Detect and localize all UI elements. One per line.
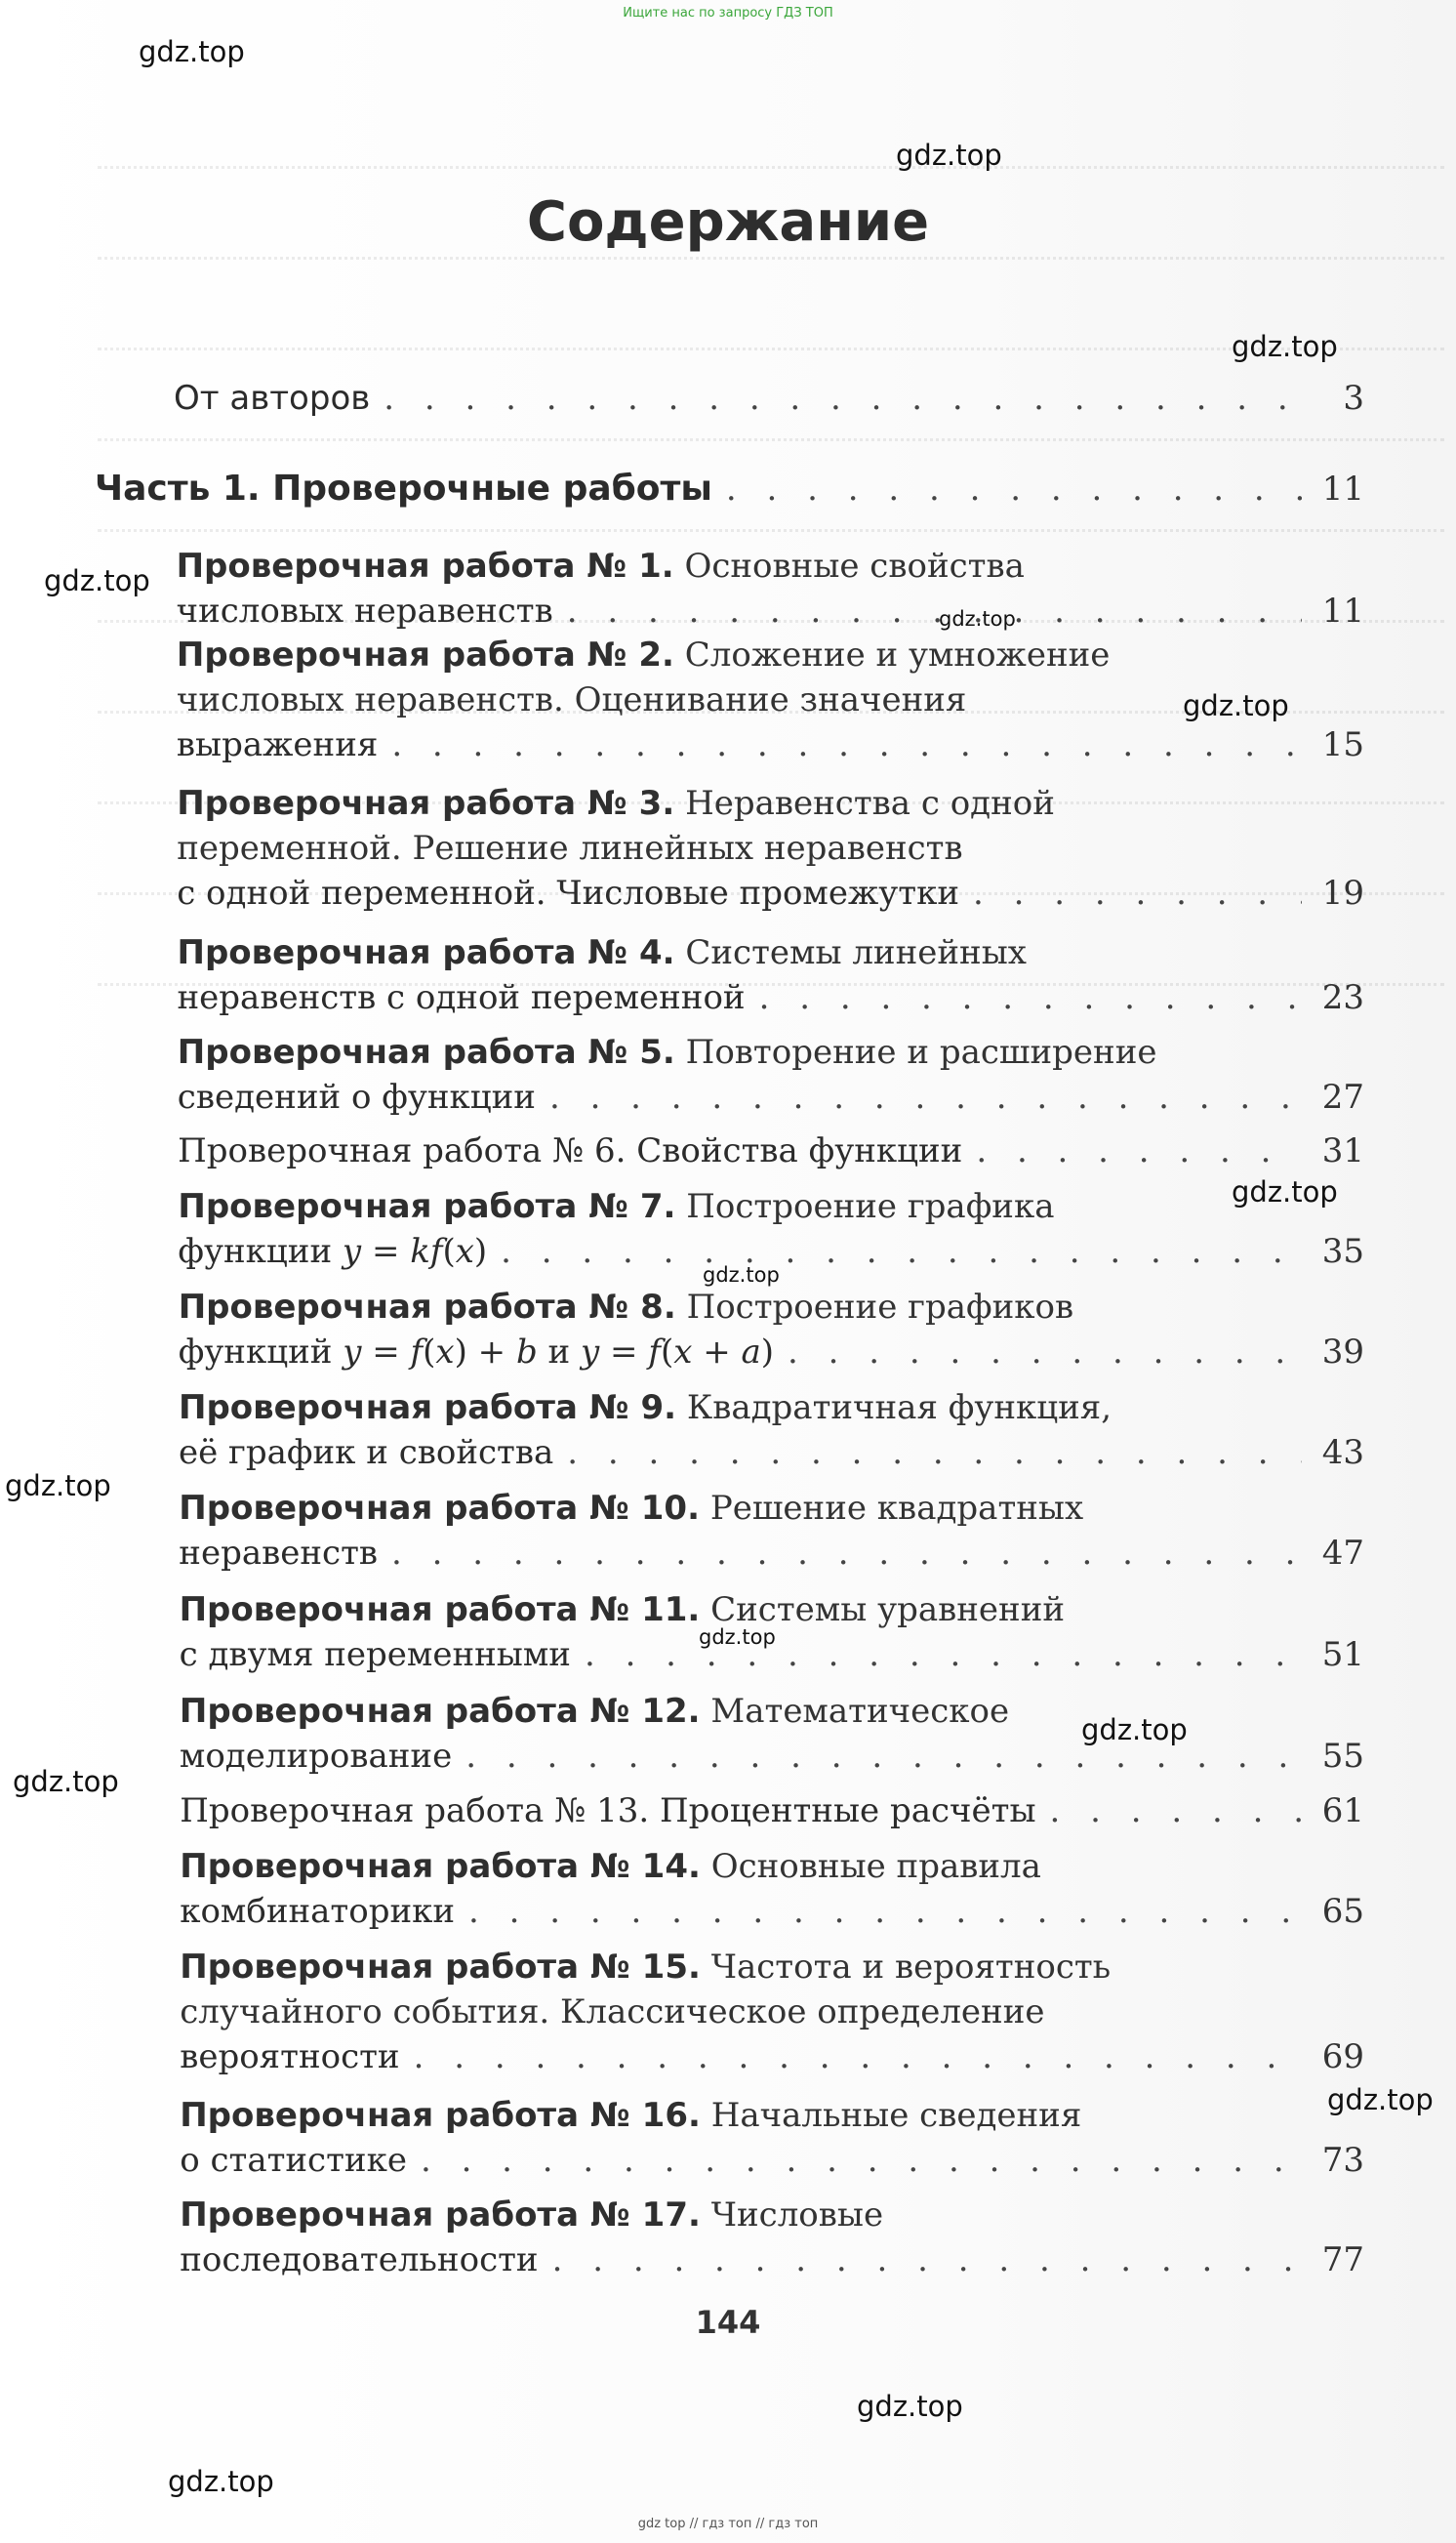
- watermark: gdz.top: [13, 1765, 119, 1798]
- toc-entry-label: Проверочная работа № 8.: [178, 1288, 676, 1327]
- toc-page-number: 73: [1321, 2141, 1364, 2180]
- watermark: gdz.top: [139, 35, 245, 68]
- toc-entry-text: неравенств: [179, 1534, 379, 1573]
- toc-page-number: 65: [1321, 1892, 1364, 1931]
- toc-entry-label: Проверочная работа № 17.: [180, 2195, 701, 2235]
- toc-page-number: 3: [1343, 379, 1364, 418]
- watermark: gdz.top: [939, 607, 1016, 631]
- toc-entry-text: функции y = kf(x): [178, 1232, 488, 1271]
- toc-entry-text: сведений о функции: [177, 1078, 536, 1117]
- toc-entry-label: Проверочная работа № 13.: [180, 1791, 650, 1830]
- toc-entry-text: Сложение и умножение: [684, 636, 1111, 675]
- dot-leader: [391, 1531, 1302, 1576]
- toc-entry-text: Системы линейных: [685, 933, 1027, 972]
- toc-entry-text: Построение графиков: [686, 1288, 1074, 1327]
- dot-leader: [567, 589, 1302, 634]
- toc-entry-text: её график и свойства: [179, 1433, 554, 1472]
- toc-page-number: 55: [1321, 1737, 1364, 1776]
- toc-entry-text: Решение квадратных: [709, 1489, 1084, 1528]
- dot-leader: [726, 467, 1302, 512]
- toc-entry-text: числовых неравенств: [176, 592, 553, 631]
- toc-entry-label: Проверочная работа № 10.: [179, 1489, 701, 1528]
- toc-entry-text: моделирование: [179, 1737, 453, 1776]
- dot-leader: [549, 1075, 1302, 1120]
- dot-leader: [552, 2237, 1302, 2282]
- toc-entry-label: Проверочная работа № 12.: [179, 1692, 701, 1731]
- dot-leader: [414, 2034, 1302, 2079]
- toc-entry-label: Часть 1. Проверочные работы: [95, 469, 712, 509]
- toc-entry-text: Числовые: [710, 2195, 884, 2235]
- toc-page-number: 15: [1321, 725, 1364, 764]
- dot-leader: [1050, 1788, 1302, 1833]
- watermark: gdz.top: [896, 139, 1002, 172]
- toc-entry-text: функций y = f(x) + b и y = f(x + a): [178, 1333, 775, 1372]
- toc-page-number: 11: [1321, 592, 1364, 631]
- toc-entry-text: о статистике: [180, 2141, 407, 2180]
- toc-entry-label: Проверочная работа № 3.: [177, 784, 675, 823]
- toc-entry-label: Проверочная работа № 9.: [179, 1388, 677, 1427]
- toc-entry-label: Проверочная работа № 7.: [178, 1187, 676, 1226]
- toc-page-number: 39: [1321, 1333, 1364, 1372]
- watermark: gdz.top: [44, 564, 150, 597]
- toc-entry-text: Частота и вероятность: [710, 1948, 1112, 1987]
- toc-entry-text: Квадратичная функция,: [686, 1388, 1112, 1427]
- toc-page-number: 77: [1321, 2240, 1364, 2279]
- toc-entry-label: Проверочная работа № 11.: [179, 1590, 701, 1629]
- toc-page-number: 19: [1321, 874, 1364, 913]
- watermark: gdz.top: [1183, 689, 1289, 722]
- dot-leader: [391, 722, 1302, 767]
- toc-entry-text: вероятности: [180, 2037, 400, 2076]
- toc-entry-label: От авторов: [174, 379, 371, 418]
- toc-page-number: 61: [1321, 1791, 1364, 1830]
- dot-leader: [501, 1229, 1302, 1274]
- toc-page-number: 11: [1321, 470, 1364, 509]
- watermark: gdz.top: [168, 2465, 274, 2498]
- toc-page-number: 31: [1321, 1131, 1364, 1170]
- watermark: gdz.top: [699, 1625, 776, 1649]
- toc-page-number: 43: [1321, 1433, 1364, 1472]
- toc-page-number: 35: [1321, 1232, 1364, 1271]
- toc-page-number: 69: [1321, 2037, 1364, 2076]
- toc-entry-label: Проверочная работа № 6.: [178, 1131, 627, 1170]
- toc-entry-label: Проверочная работа № 2.: [176, 636, 674, 675]
- page-number: 144: [695, 2304, 761, 2341]
- toc-entry-label: Проверочная работа № 5.: [177, 1033, 675, 1072]
- toc-entry-text: Основные свойства: [684, 547, 1025, 586]
- dot-leader: [973, 871, 1302, 916]
- dot-leader: [468, 1889, 1302, 1934]
- toc-entry-text: Начальные сведения: [710, 2096, 1082, 2135]
- toc-page-number: 51: [1321, 1635, 1364, 1674]
- watermark: gdz.top: [1232, 330, 1338, 363]
- watermark: gdz.top: [857, 2390, 963, 2423]
- watermark: gdz.top: [703, 1263, 780, 1287]
- toc-page-number: 47: [1321, 1534, 1364, 1573]
- dot-leader: [788, 1330, 1302, 1374]
- watermark: gdz.top: [1327, 2083, 1434, 2116]
- toc-entry-text: числовых неравенств. Оценивание значения: [176, 680, 967, 719]
- watermark: gdz.top: [1081, 1713, 1188, 1746]
- toc-entry-text: Процентные расчёты: [659, 1791, 1036, 1830]
- dot-leader: [976, 1128, 1302, 1173]
- top-banner[interactable]: Ищите нас по запросу ГДЗ ТОП: [623, 6, 833, 21]
- watermark: gdz.top: [1232, 1175, 1338, 1209]
- toc-entry-label: Проверочная работа № 4.: [177, 933, 675, 972]
- toc-page-number: 23: [1321, 978, 1364, 1017]
- toc-entry-label: Проверочная работа № 14.: [180, 1847, 701, 1886]
- toc-entry-label: Проверочная работа № 15.: [180, 1948, 701, 1987]
- toc-entry-text: комбинаторики: [180, 1892, 456, 1931]
- toc-entry-label: Проверочная работа № 16.: [180, 2096, 701, 2135]
- toc-entry-text: Системы уравнений: [710, 1590, 1066, 1629]
- toc-entry-text: последовательности: [180, 2240, 539, 2279]
- toc-entry-text: с одной переменной. Числовые промежутки: [177, 874, 959, 913]
- toc-entry-text: Неравенства с одной: [685, 784, 1055, 823]
- toc-entry-text: Основные правила: [710, 1847, 1041, 1886]
- dot-leader: [465, 1734, 1302, 1779]
- page-title: Содержание: [526, 190, 930, 254]
- toc-entry-text: выражения: [176, 725, 379, 764]
- dot-leader: [759, 975, 1302, 1020]
- dot-leader: [567, 1430, 1302, 1475]
- toc-entry-text: случайного события. Классическое определение: [180, 1992, 1045, 2031]
- watermark: gdz.top: [5, 1469, 111, 1502]
- toc-entry-text: с двумя переменными: [179, 1635, 571, 1674]
- toc-entry-text: Построение графика: [686, 1187, 1055, 1226]
- toc-entry-text: переменной. Решение линейных неравенств: [177, 829, 963, 868]
- toc-entry-text: Свойства функции: [636, 1131, 963, 1170]
- toc-entry-text: Математическое: [710, 1692, 1010, 1731]
- dot-leader: [585, 1632, 1302, 1677]
- toc-entry-label: Проверочная работа № 1.: [176, 547, 674, 586]
- dot-leader: [421, 2138, 1302, 2183]
- dot-leader: [384, 376, 1302, 421]
- toc-entry-text: неравенств с одной переменной: [177, 978, 746, 1017]
- toc-entry-text: Повторение и расширение: [685, 1033, 1157, 1072]
- bottom-banner[interactable]: gdz top // гдз топ // гдз топ: [637, 2517, 819, 2531]
- toc-page-number: 27: [1321, 1078, 1364, 1117]
